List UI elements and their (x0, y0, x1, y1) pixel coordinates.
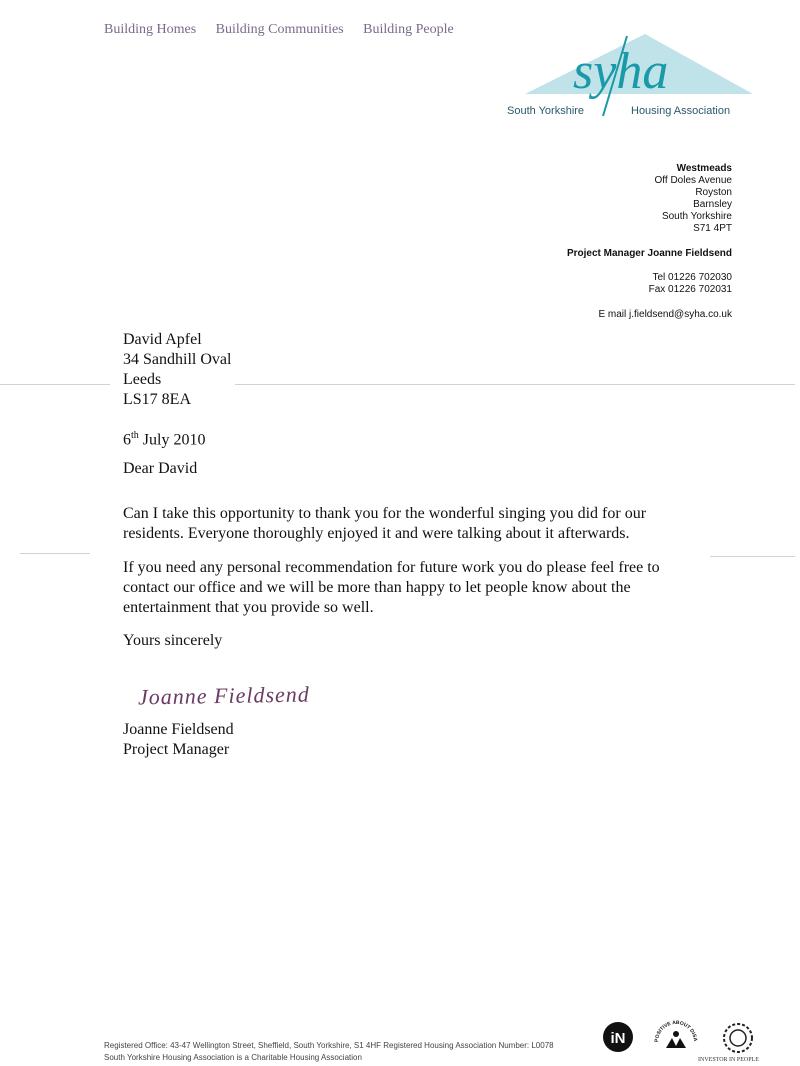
fold-mark (710, 556, 795, 557)
recipient-address (123, 330, 231, 410)
fax-line: Fax 01226 702031 (648, 284, 732, 295)
recipient-line: LS17 8EA (123, 391, 191, 408)
email-line: E mail j.fieldsend@syha.co.uk (598, 309, 732, 320)
date-rest: July 2010 (138, 431, 206, 449)
recipient-line: 34 Sandhill Oval (123, 351, 232, 368)
handwritten-signature: Joanne Fieldsend (137, 681, 310, 710)
recipient-line: David Apfel (123, 331, 202, 348)
investor-in-people-icon (718, 1020, 758, 1056)
signature-block (123, 720, 234, 760)
footer-line: Registered Office: 43-47 Wellington Street, Sheffield, South Yorkshire, S1 4HF Registered Housing Association Number: L0078 (104, 1041, 554, 1050)
fold-mark (235, 384, 795, 385)
sender-line: Off Doles Avenue (654, 175, 732, 186)
fold-mark (0, 384, 110, 385)
in-badge-label: iN (610, 1030, 626, 1047)
sender-line: Royston (695, 187, 732, 198)
sender-line: Westmeads (676, 163, 732, 174)
tagline-item: Building People (363, 22, 454, 37)
body-paragraph: If you need any personal recommendation for future work you do please feel free to contact our office and we will be more than happy to let people know about the entertainment that you provide so well. (123, 559, 660, 616)
contact-numbers (649, 272, 732, 296)
recipient-line: Leeds (123, 371, 162, 388)
footer (104, 1040, 554, 1064)
org-name-right: Housing Association (631, 105, 731, 117)
tagline-item: Building Communities (215, 22, 344, 37)
tagline-item: Building Homes (104, 22, 197, 37)
project-manager-line: Project Manager Joanne Fieldsend (566, 248, 732, 259)
investor-in-people-label: INVESTOR IN PEOPLE (698, 1057, 759, 1063)
tel-line: Tel 01226 702030 (652, 272, 732, 283)
letter-date (123, 426, 205, 450)
date-suffix: th (131, 430, 139, 441)
closing: Yours sincerely (123, 632, 223, 649)
syha-logo (495, 30, 765, 122)
body-paragraph: Can I take this opportunity to thank you for the wonderful singing you did for our residents. Everyone thoroughly enjoyed it and were talking about it afterwards. (123, 505, 647, 542)
signer-title: Project Manager (123, 741, 230, 758)
sender-line: S71 4PT (693, 223, 732, 234)
in-badge-icon (602, 1020, 634, 1054)
logo-wordmark: syha (573, 43, 669, 100)
salutation: Dear David (123, 460, 198, 477)
disabled-badge-text: POSITIVE ABOUT DISA (653, 1020, 699, 1043)
tagline (104, 22, 470, 38)
fold-mark (20, 553, 90, 554)
org-name-left: South Yorkshire (507, 105, 585, 117)
sender-address (655, 163, 732, 235)
positive-about-disabled-people-icon (652, 1020, 700, 1060)
date-day: 6 (123, 431, 131, 449)
footer-line: South Yorkshire Housing Association is a Charitable Housing Association (104, 1053, 362, 1062)
svg-text:POSITIVE ABOUT DISABLED PEOPLE (652, 1020, 698, 1042)
signer-name: Joanne Fieldsend (123, 721, 234, 738)
sender-line: South Yorkshire (661, 211, 732, 222)
sender-line: Barnsley (693, 199, 732, 210)
